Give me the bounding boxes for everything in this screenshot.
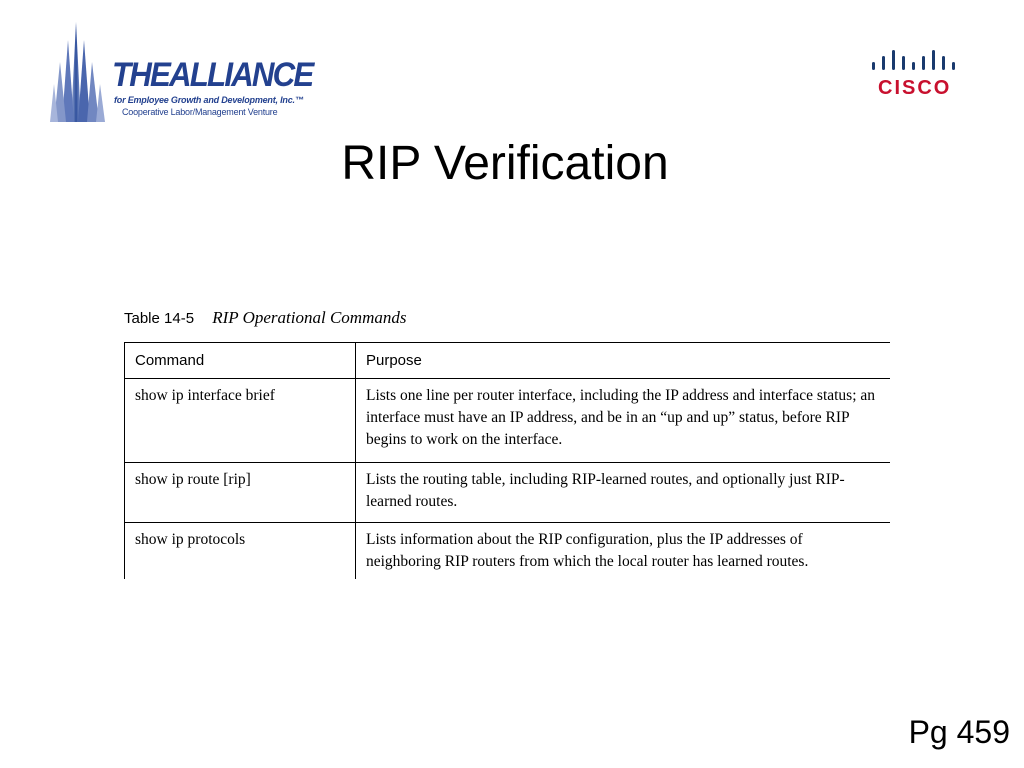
- column-header-purpose: Purpose: [356, 343, 891, 379]
- purpose-cell: Lists information about the RIP configuration, plus the IP addresses of neighboring RIP routers from which the local router has learned routes.: [356, 523, 891, 580]
- cisco-logo: [868, 44, 964, 100]
- alliance-wordmark: THEALLIANCE: [112, 56, 313, 94]
- table-caption-title: RIP Operational Commands: [212, 308, 407, 327]
- command-cell: show ip route [rip]: [125, 463, 356, 523]
- table-row: [125, 463, 891, 523]
- purpose-cell: Lists the routing table, including RIP-learned routes, and optionally just RIP-learned routes.: [356, 463, 891, 523]
- table-caption: [124, 308, 406, 328]
- table-row: [125, 523, 891, 580]
- table-header-row: [125, 343, 891, 379]
- slide-title: RIP Verification: [341, 137, 669, 190]
- cisco-bridge-bars-icon: [868, 44, 964, 74]
- commands-table-container: [124, 342, 890, 606]
- cisco-wordmark: CISCO: [878, 77, 952, 99]
- building-spires-icon: [50, 18, 112, 126]
- page-number: Pg 459: [908, 714, 1010, 750]
- commands-table: [124, 342, 890, 579]
- command-cell: show ip protocols: [125, 523, 356, 580]
- alliance-subline: Cooperative Labor/Management Venture: [122, 107, 278, 117]
- table-caption-number: Table 14-5: [124, 310, 195, 327]
- purpose-cell: Lists one line per router interface, including the IP address and interface status; an interface must have an IP address, and be in an “up and up” status, before RIP begins to work on the interface.: [356, 379, 891, 463]
- alliance-tagline: for Employee Growth and Development, Inc.™: [114, 95, 304, 105]
- command-cell: show ip interface brief: [125, 379, 356, 463]
- column-header-command: Command: [125, 343, 356, 379]
- alliance-logo: [50, 18, 313, 126]
- table-row: [125, 379, 891, 463]
